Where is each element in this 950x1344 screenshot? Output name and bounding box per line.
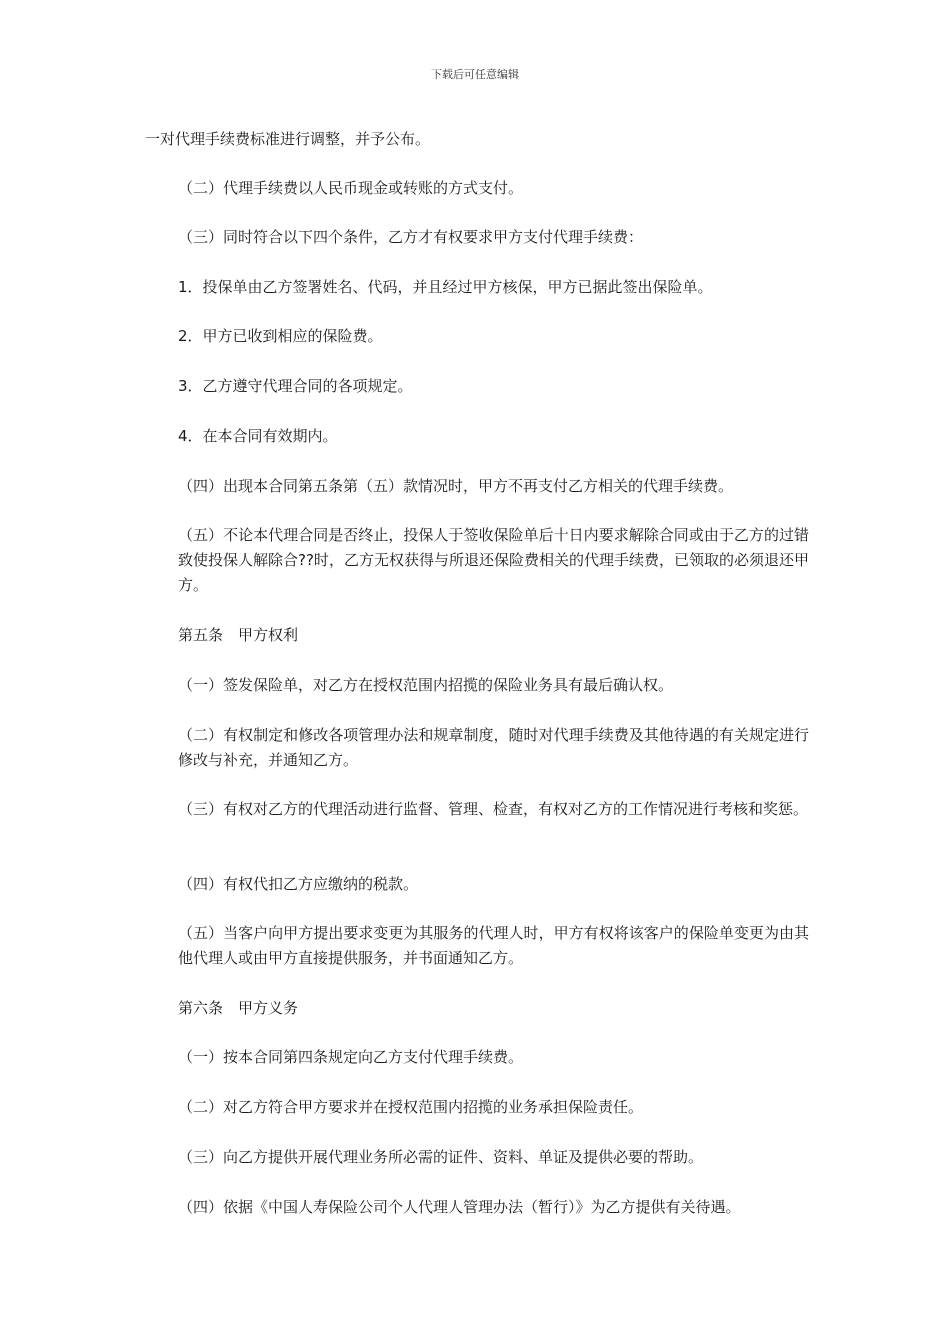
list-item-condition-1: 1．投保单由乙方签署姓名、代码，并且经过甲方核保，甲方已据此签出保险单。 xyxy=(178,278,713,296)
paragraph-duty-2: （二）对乙方符合甲方要求并在授权范围内招揽的业务承担保险责任。 xyxy=(178,1098,644,1116)
paragraph-payment-method: （二）代理手续费以人民币现金或转账的方式支付。 xyxy=(178,179,524,197)
paragraph-text: （五）当客户向甲方提出要求变更为其服务的代理人时，甲方有权将该客户的保险单变更为由其他代理人或由甲方直接提供服务，并书面通知乙方。 xyxy=(178,924,809,967)
page-header: 下载后可任意编辑 xyxy=(431,68,519,81)
paragraph-clause-5-termination xyxy=(145,523,809,598)
paragraph-text: （五）不论本代理合同是否终止，投保人于签收保险单后十日内要求解除合同或由于乙方的过错致使投保人解除合??时，乙方无权获得与所退还保险费相关的代理手续费，已领取的必须退还甲方。 xyxy=(178,526,809,594)
paragraph-text: （三）有权对乙方的代理活动进行监督、管理、检查，有权对乙方的工作情况进行考核和奖惩。 xyxy=(178,800,809,818)
paragraph-duty-3: （三）向乙方提供开展代理业务所必需的证件、资料、单证及提供必要的帮助。 xyxy=(178,1148,704,1166)
paragraph-right-5 xyxy=(145,921,809,971)
paragraph-clause-4: （四）出现本合同第五条第（五）款情况时，甲方不再支付乙方相关的代理手续费。 xyxy=(178,477,734,495)
list-item-condition-2: 2．甲方已收到相应的保险费。 xyxy=(178,327,383,345)
list-item-condition-4: 4．在本合同有效期内。 xyxy=(178,427,338,445)
paragraph-text: （二）有权制定和修改各项管理办法和规章制度，随时对代理手续费及其他待遇的有关规定进行修改与补充，并通知乙方。 xyxy=(178,726,809,769)
section-heading-article-6: 第六条 甲方义务 xyxy=(178,999,299,1017)
paragraph-four-conditions: （三）同时符合以下四个条件，乙方才有权要求甲方支付代理手续费： xyxy=(178,228,644,246)
paragraph-duty-1: （一）按本合同第四条规定向乙方支付代理手续费。 xyxy=(178,1048,524,1066)
paragraph-right-4: （四）有权代扣乙方应缴纳的税款。 xyxy=(178,875,419,893)
paragraph-duty-4: （四）依据《中国人寿保险公司个人代理人管理办法（暂行）》为乙方提供有关待遇。 xyxy=(178,1198,741,1216)
section-heading-article-5: 第五条 甲方权利 xyxy=(178,626,299,644)
paragraph-right-3 xyxy=(145,797,809,822)
paragraph-right-1: （一）签发保险单，对乙方在授权范围内招揽的保险业务具有最后确认权。 xyxy=(178,676,674,694)
list-item-condition-3: 3．乙方遵守代理合同的各项规定。 xyxy=(178,377,413,395)
paragraph-right-2 xyxy=(145,723,809,773)
paragraph-fee-adjustment: 一对代理手续费标准进行调整，并予公布。 xyxy=(145,130,431,148)
